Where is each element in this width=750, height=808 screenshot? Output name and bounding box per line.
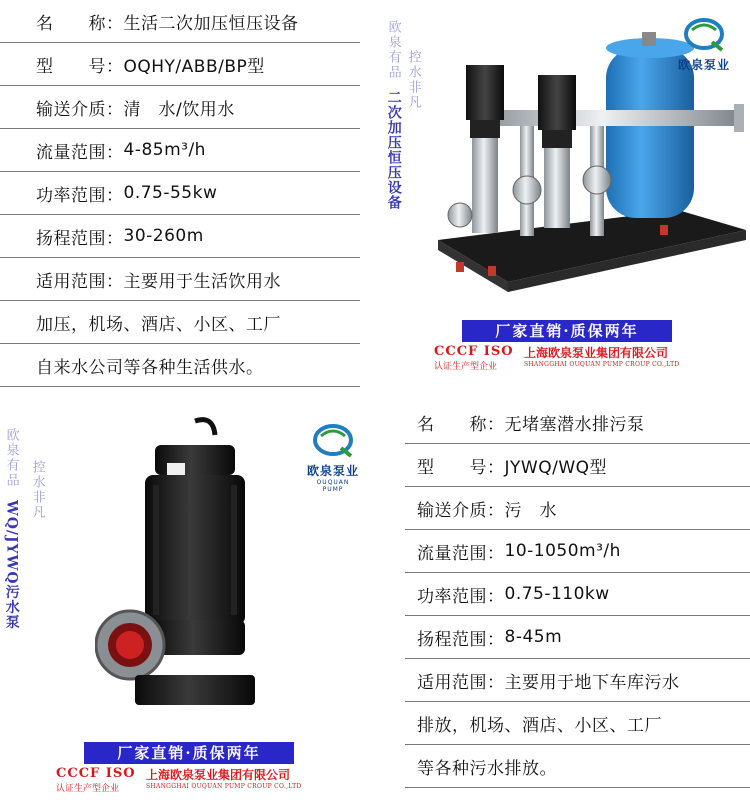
spec-value: 8-45m <box>504 627 563 647</box>
ouquan-logo <box>306 422 360 493</box>
side-slogan-text: 控水非凡 <box>29 460 45 520</box>
spec-value: 4-85m³/h <box>123 140 206 160</box>
spec-value: 主要用于地下车库污水 <box>504 672 680 693</box>
spec-value: 生活二次加压恒压设备 <box>123 13 299 34</box>
spec-row <box>0 301 360 344</box>
spec-value: 加压，机场、酒店、小区、工厂 <box>36 314 281 335</box>
spec-row <box>405 702 750 745</box>
spec-value: JYWQ/WQ型 <box>504 457 608 478</box>
spec-value: 0.75-110kw <box>504 584 610 604</box>
spec-row <box>405 745 750 788</box>
spec-value: 0.75-55kw <box>123 183 218 203</box>
spec-value: 等各种污水排放。 <box>417 758 557 779</box>
cert-subtext: 认证生产型企业 <box>56 784 120 794</box>
ouquan-logo <box>678 16 730 73</box>
spec-value: 10-1050m³/h <box>504 541 621 561</box>
cert-block <box>56 766 356 794</box>
spec-row <box>0 0 360 43</box>
booster-photo-panel <box>378 10 750 390</box>
promo-banner: 厂家直销·质保两年 <box>462 320 672 342</box>
spec-label: 功率范围： <box>36 185 124 206</box>
company-name-en: SHANGGHAI OUQUAN PUMP CROUP CO.,LTD <box>146 783 302 790</box>
spec-label: 扬程范围： <box>36 228 124 249</box>
spec-row <box>405 530 750 573</box>
spec-label: 输送介质： <box>36 99 124 120</box>
ouquan-logo-icon <box>311 422 355 458</box>
company-name-cn: 上海欧泉泵业集团有限公司 <box>146 768 291 782</box>
spec-row <box>0 172 360 215</box>
spec-label: 适用范围： <box>417 672 505 693</box>
side-product-text: WQ/JYWQ污水泵 <box>3 500 20 630</box>
company-name-en: SHANGGHAI OUQUAN PUMP CROUP CO.,LTD <box>524 361 680 368</box>
spec-row <box>0 86 360 129</box>
company-name-cn: 上海欧泉泵业集团有限公司 <box>524 346 669 360</box>
spec-row <box>405 487 750 530</box>
sewage-pump-photo-panel <box>0 400 360 808</box>
spec-label: 输送介质： <box>417 500 505 521</box>
cert-text: CCCF ISO <box>434 344 514 359</box>
spec-row <box>405 659 750 702</box>
spec-value: 清 水/饮用水 <box>123 99 235 120</box>
spec-value: 无堵塞潜水排污泵 <box>504 414 645 435</box>
spec-row <box>0 215 360 258</box>
spec-row <box>0 43 360 86</box>
spec-value: 30-260m <box>123 226 204 246</box>
side-product-text: 二次加压恒压设备 <box>385 90 402 210</box>
spec-row <box>0 344 360 387</box>
spec-row <box>405 444 750 487</box>
logo-brand-cn: 欧泉泵业 <box>306 464 359 478</box>
cert-text: CCCF ISO <box>56 766 136 781</box>
spec-label: 适用范围： <box>36 271 124 292</box>
spec-value: 主要用于生活饮用水 <box>123 271 281 292</box>
side-brand-text: 欧泉有品 <box>385 20 401 80</box>
spec-label: 型 号： <box>36 56 124 77</box>
logo-brand-cn: 欧泉泵业 <box>678 58 731 72</box>
spec-value: OQHY/ABB/BP型 <box>123 56 265 77</box>
spec-row <box>0 129 360 172</box>
spec-value: 自来水公司等各种生活供水。 <box>36 357 264 378</box>
spec-row <box>0 258 360 301</box>
spec-label: 流量范围： <box>36 142 124 163</box>
ouquan-logo-icon <box>682 16 726 52</box>
spec-value: 污 水 <box>504 500 557 521</box>
spec-label: 名 称： <box>36 13 124 34</box>
promo-banner: 厂家直销·质保两年 <box>84 742 294 764</box>
spec-row <box>405 616 750 659</box>
logo-brand-en: OUQUAN PUMP <box>316 479 350 493</box>
sewage-pump-image <box>95 415 275 715</box>
spec-row <box>405 401 750 444</box>
spec-label: 型 号： <box>417 457 505 478</box>
spec-label: 扬程范围： <box>417 629 505 650</box>
spec-label: 流量范围： <box>417 543 505 564</box>
side-brand-text: 欧泉有品 <box>3 428 19 488</box>
spec-row <box>405 573 750 616</box>
spec-label: 名 称： <box>417 414 505 435</box>
spec-label: 功率范围： <box>417 586 505 607</box>
cert-block <box>434 344 750 372</box>
side-slogan-text: 控水非凡 <box>405 50 421 110</box>
spec-list-sewage-pump <box>405 401 750 788</box>
spec-list-booster <box>0 0 360 387</box>
cert-subtext: 认证生产型企业 <box>434 362 498 372</box>
spec-value: 排放，机场、酒店、小区、工厂 <box>417 715 662 736</box>
